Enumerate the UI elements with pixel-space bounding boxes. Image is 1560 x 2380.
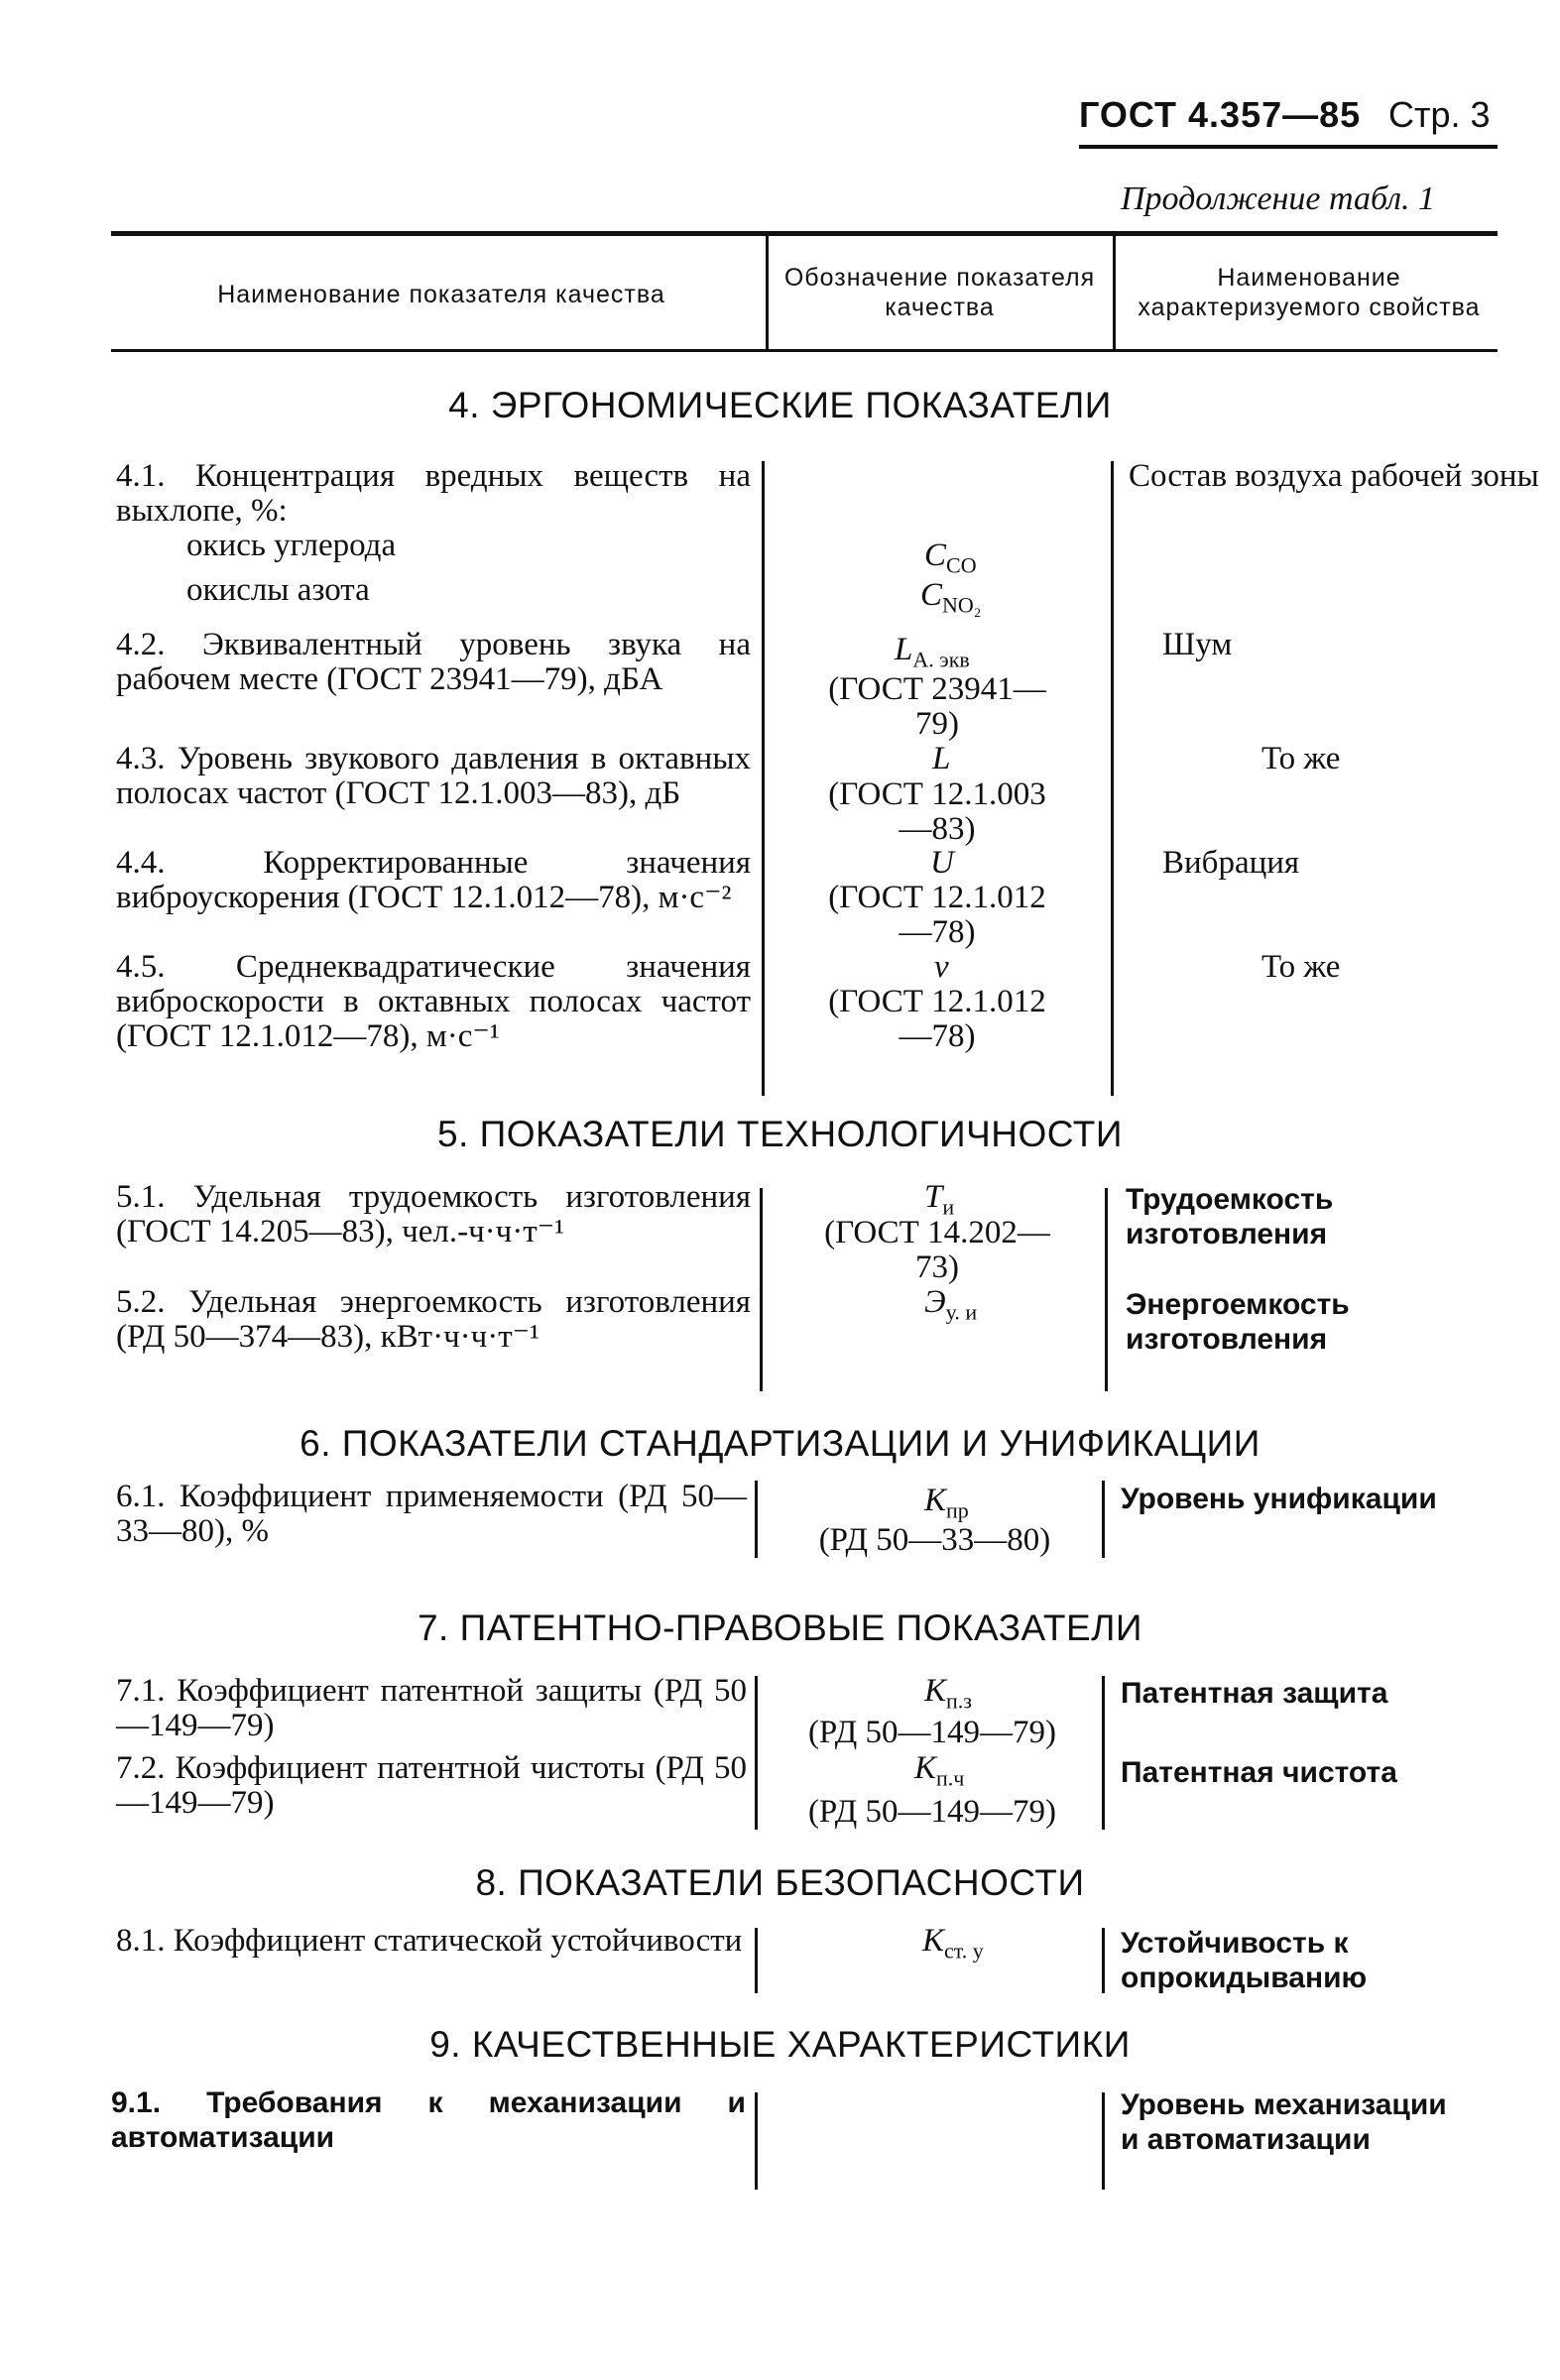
row-4-2-property: Шум [1162,627,1233,662]
row-4-2-reference: (ГОСТ 23941—79) [828,671,1046,742]
row-6-1-property: Уровень унификации [1121,1483,1437,1515]
row-4-4-name: 4.4. Корректированные значения виброускорения (ГОСТ 12.1.012—78), м·с⁻² [116,845,751,915]
row-4-4-symbol: U [930,845,954,881]
section-8-title: 8. ПОКАЗАТЕЛИ БЕЗОПАСНОСТИ [475,1862,1085,1903]
row-4-3-symbol: L [932,741,951,776]
section-9-divider-1 [755,2092,758,2190]
column-header-name: Наименование показателя качества [217,281,665,308]
section-4-title: 4. ЭРГОНОМИЧЕСКИЕ ПОКАЗАТЕЛИ [448,385,1112,425]
row-9-1-name: 9.1. Требования к механизации и автоматизации [111,2086,746,2154]
row-4-1-name: 4.1. Концентрация вредных веществ на выхлопе, %: [116,458,751,529]
row-4-1-symbol-co: $C_{CO}$ [924,537,977,578]
column-header-designation: Обозначение показателя качества [783,264,1096,321]
row-7-2-property: Патентная чистота [1121,1756,1397,1789]
section-5-title: 5. ПОКАЗАТЕЛИ ТЕХНОЛОГИЧНОСТИ [437,1114,1123,1154]
row-5-2-property: Энергоемкость изготовления [1126,1288,1350,1356]
section-4-divider-1 [762,461,765,1096]
row-4-1-symbol-nox: $C_{NO_2}$ [920,577,982,618]
row-4-5-symbol: v [934,949,949,985]
section-8-divider-2 [1102,1928,1105,1993]
row-7-1-symbol: $K_{п.з}$ [924,1673,972,1714]
column-header-property: Наименование характеризуемого свойства [1138,264,1481,321]
section-7-divider-1 [755,1676,758,1830]
row-4-2-symbol: $L_{А. экв}$ [895,632,970,672]
row-5-1-property: Трудоемкость изготовления [1126,1183,1334,1250]
row-7-1-property: Патентная защита [1121,1677,1388,1710]
row-4-5-name: 4.5. Среднеквадратические значения виброскорости в октавных полосах частот (ГОСТ 12.1.012—78), м·с⁻¹ [116,949,751,1054]
section-7-divider-2 [1102,1676,1105,1830]
row-4-3-property: То же [1261,741,1341,776]
section-6-divider-2 [1102,1481,1105,1558]
row-4-5-reference: (ГОСТ 12.1.012—78) [828,984,1046,1054]
row-4-1-property: Состав воздуха рабочей зоны [1129,458,1539,494]
section-8-divider-1 [755,1928,758,1993]
header-rule [1079,145,1498,149]
section-5-divider-2 [1105,1188,1108,1391]
row-4-1-nox: окислы азота [186,572,370,608]
row-8-1-name: 8.1. Коэффициент статической устойчивости [116,1923,743,1959]
row-5-2-symbol: $Э_{у. и}$ [924,1284,978,1325]
row-7-1-reference: (РД 50—149—79) [807,1715,1057,1750]
row-4-1-co: окись углерода [186,528,397,563]
row-7-1-name: 7.1. Коэффициент патентной защиты (РД 50—149—79) [116,1673,747,1743]
row-6-1-name: 6.1. Коэффициент применяемости (РД 50—33—80), % [116,1479,747,1549]
row-5-1-reference: (ГОСТ 14.202—73) [824,1215,1050,1285]
table-head-bottom-rule [111,349,1498,352]
row-6-1-symbol: $K_{пр}$ [924,1483,969,1523]
standard-number: ГОСТ 4.357—85 [1079,94,1362,135]
row-4-5-property: То же [1261,949,1341,985]
row-7-2-name: 7.2. Коэффициент патентной чистоты (РД 50—149—79) [116,1750,747,1821]
section-9-title: 9. КАЧЕСТВЕННЫЕ ХАРАКТЕРИСТИКИ [429,2024,1131,2065]
row-4-3-name: 4.3. Уровень звукового давления в октавных полосах частот (ГОСТ 12.1.003—83), дБ [116,741,751,811]
table-top-rule [111,231,1498,236]
section-7-title: 7. ПАТЕНТНО-ПРАВОВЫЕ ПОКАЗАТЕЛИ [417,1607,1143,1648]
section-4-divider-2 [1111,461,1114,1096]
row-4-4-property: Вибрация [1162,845,1300,881]
section-9-divider-2 [1102,2092,1105,2190]
page-number: Стр. 3 [1388,94,1491,135]
row-4-3-reference: (ГОСТ 12.1.003—83) [828,776,1046,847]
row-9-1-property: Уровень механизации и автоматизации [1121,2088,1447,2156]
table-continuation: Продолжение табл. 1 [1121,180,1436,217]
row-8-1-symbol: $K_{ст. у}$ [922,1923,984,1964]
row-7-2-reference: (РД 50—149—79) [807,1794,1057,1830]
row-6-1-reference: (РД 50—33—80) [818,1522,1051,1558]
section-5-divider-1 [760,1188,763,1391]
row-4-2-name: 4.2. Эквивалентный уровень звука на рабочем месте (ГОСТ 23941—79), дБА [116,627,751,697]
header-divider-2 [1113,236,1116,352]
section-6-title: 6. ПОКАЗАТЕЛИ СТАНДАРТИЗАЦИИ И УНИФИКАЦИИ [300,1423,1260,1464]
header-divider-1 [766,236,769,352]
row-7-2-symbol: $K_{п.ч}$ [914,1750,965,1791]
section-6-divider-1 [755,1481,758,1558]
row-8-1-property: Устойчивость к опрокидыванию [1121,1927,1368,1994]
row-5-2-name: 5.2. Удельная энергоемкость изготовления (РД 50—374—83), кВт·ч·ч·т⁻¹ [116,1284,751,1355]
row-4-4-reference: (ГОСТ 12.1.012—78) [828,880,1046,950]
row-5-1-symbol: $T_и$ [924,1179,955,1220]
row-5-1-name: 5.1. Удельная трудоемкость изготовления (ГОСТ 14.205—83), чел.-ч·ч·т⁻¹ [116,1179,751,1250]
